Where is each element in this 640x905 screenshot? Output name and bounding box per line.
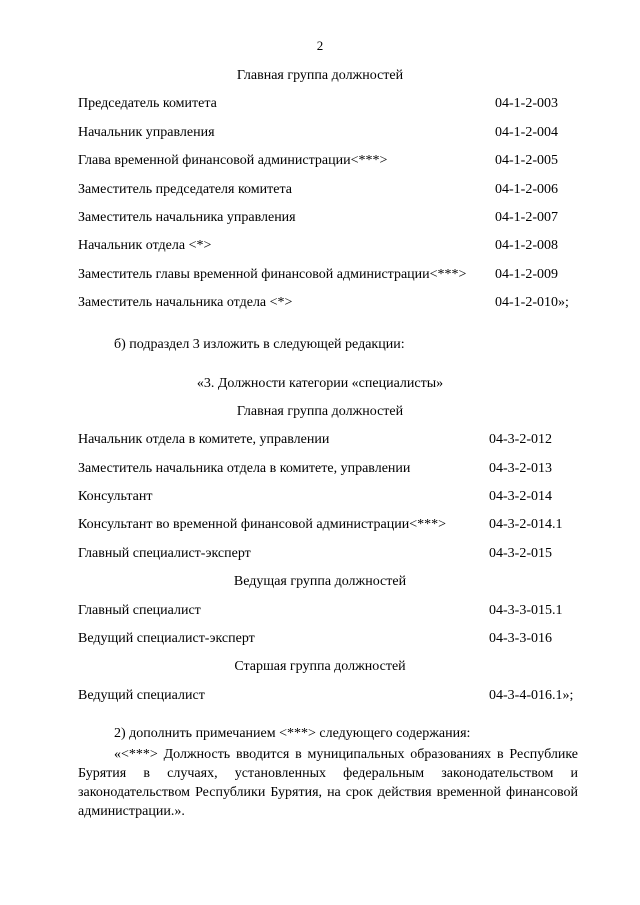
position-title: Ведущий специалист-эксперт — [78, 631, 255, 646]
position-code: 04-1-2-003 — [495, 96, 558, 111]
position-code: 04-1-2-010»; — [495, 295, 569, 310]
position-code: 04-3-2-014.1 — [489, 517, 563, 532]
position-title: Председатель комитета — [78, 96, 217, 111]
section1-heading: Главная группа должностей — [236, 68, 404, 83]
instruction-b: б) подраздел 3 изложить в следующей редакции: — [114, 337, 405, 352]
position-code: 04-1-2-004 — [495, 125, 558, 140]
position-title: Заместитель начальника отдела в комитете, управлении — [78, 461, 411, 476]
position-code: 04-3-2-014 — [489, 489, 552, 504]
position-code: 04-3-2-013 — [489, 461, 552, 476]
position-title: Консультант — [78, 489, 153, 504]
position-code: 04-1-2-009 — [495, 267, 558, 282]
position-code: 04-3-2-012 — [489, 432, 552, 447]
group-heading: Главная группа должностей — [236, 404, 404, 419]
position-code: 04-3-3-016 — [489, 631, 552, 646]
position-title: Заместитель председателя комитета — [78, 182, 292, 197]
position-title: Ведущий специалист — [78, 688, 205, 703]
position-title: Главный специалист-эксперт — [78, 546, 251, 561]
position-code: 04-1-2-006 — [495, 182, 558, 197]
position-code: 04-3-4-016.1»; — [489, 688, 574, 703]
position-title: Начальник управления — [78, 125, 215, 140]
position-title: Начальник отдела <*> — [78, 238, 212, 253]
group-heading: Старшая группа должностей — [234, 659, 406, 674]
position-title: Глава временной финансовой администрации<***> — [78, 153, 388, 168]
note-paragraph: «<***> Должность вводится в муниципальных образованиях в Республике Бурятия в случаях, установленных федеральным законодательством и законодательством Республики Бурятия, на срок действия временной финансовой администрации.». — [78, 747, 578, 819]
instruction-2: 2) дополнить примечанием <***> следующего содержания: — [114, 726, 471, 741]
position-code: 04-1-2-005 — [495, 153, 558, 168]
position-title: Заместитель начальника отдела <*> — [78, 295, 293, 310]
position-code: 04-3-2-015 — [489, 546, 552, 561]
position-title: Заместитель начальника управления — [78, 210, 296, 225]
position-code: 04-1-2-008 — [495, 238, 558, 253]
section3-title: «3. Должности категории «специалисты» — [196, 376, 444, 391]
page-number: 2 — [316, 38, 324, 53]
position-title: Главный специалист — [78, 603, 201, 618]
position-title: Заместитель главы временной финансовой администрации<***> — [78, 267, 467, 282]
group-heading: Ведущая группа должностей — [233, 574, 407, 589]
position-title: Начальник отдела в комитете, управлении — [78, 432, 330, 447]
position-title: Консультант во временной финансовой администрации<***> — [78, 517, 447, 532]
position-code: 04-1-2-007 — [495, 210, 558, 225]
position-code: 04-3-3-015.1 — [489, 603, 563, 618]
